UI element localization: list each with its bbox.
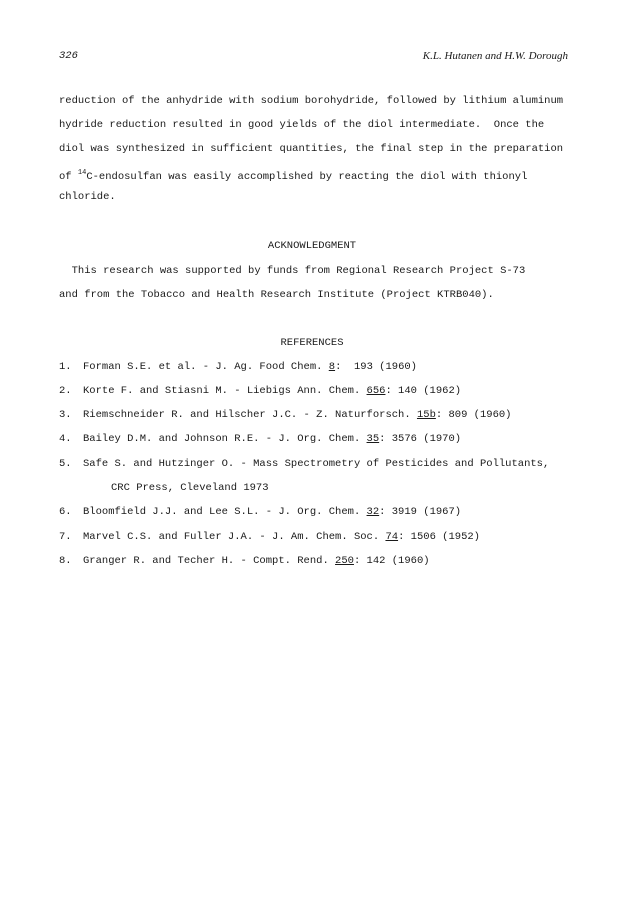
body-line: chloride. — [59, 191, 116, 203]
reference-volume: 250 — [335, 555, 354, 567]
body-line: hydride reduction resulted in good yields of the diol intermediate. Once the — [59, 119, 545, 131]
reference-text: : 142 (1960) — [353, 555, 430, 567]
reference-item — [59, 457, 549, 471]
reference-number: 3. — [59, 409, 72, 421]
running-head: K.L. Hutanen and H.W. Dorough — [422, 50, 568, 62]
references-heading: REFERENCES — [280, 337, 344, 349]
reference-item — [59, 432, 461, 446]
body-line: diol was synthesized in sufficient quantities, the final step in the preparation — [59, 143, 564, 155]
page-number: 326 — [59, 50, 78, 62]
reference-text: Marvel C.S. and Fuller J.A. - J. Am. Chem. Soc. — [83, 531, 386, 543]
reference-text: Riemschneider R. and Hilscher J.C. - Z. Naturforsch. — [83, 409, 417, 421]
reference-item — [59, 408, 512, 422]
reference-number: 5. — [59, 458, 72, 470]
isotope-superscript: 14 — [77, 169, 87, 177]
reference-number: 1. — [59, 361, 72, 373]
reference-volume: 15b — [416, 409, 436, 421]
reference-item — [59, 530, 480, 544]
reference-number: 8. — [59, 555, 72, 567]
acknowledgment-line: This research was supported by funds from Regional Research Project S-73 — [59, 265, 526, 277]
reference-text: : 140 (1962) — [385, 385, 462, 397]
reference-number: 2. — [59, 385, 72, 397]
reference-text: : 3576 (1970) — [379, 433, 462, 445]
reference-volume: 74 — [385, 531, 399, 543]
reference-number: 6. — [59, 506, 72, 518]
body-line — [59, 166, 527, 184]
reference-text: : 1506 (1952) — [398, 531, 480, 543]
reference-number: 7. — [59, 531, 72, 543]
reference-volume: 8 — [328, 361, 336, 373]
reference-text: Bailey D.M. and Johnson R.E. - J. Org. Chem. — [83, 433, 367, 445]
reference-volume: 656 — [366, 385, 386, 397]
reference-volume: 32 — [366, 506, 380, 518]
reference-text: Granger R. and Techer H. - Compt. Rend. — [83, 555, 336, 567]
reference-text: Safe S. and Hutzinger O. - Mass Spectrometry of Pesticides and Pollutants, — [83, 458, 550, 470]
body-text: C-endosulfan was easily accomplished by reacting the diol with thionyl — [86, 171, 528, 183]
reference-text: Forman S.E. et al. - J. Ag. Food Chem. — [83, 361, 329, 373]
body-text: of — [59, 171, 78, 183]
reference-text: Korte F. and Stiasni M. - Liebigs Ann. Chem. — [83, 385, 367, 397]
reference-item — [59, 554, 430, 568]
reference-item — [59, 360, 417, 374]
reference-number: 4. — [59, 433, 72, 445]
reference-item — [59, 505, 461, 519]
acknowledgment-heading: ACKNOWLEDGMENT — [267, 240, 357, 252]
reference-volume: 35 — [366, 433, 380, 445]
reference-text: : 3919 (1967) — [379, 506, 462, 518]
reference-text: : 809 (1960) — [435, 409, 512, 421]
reference-text: : 193 (1960) — [335, 361, 417, 373]
body-line: reduction of the anhydride with sodium borohydride, followed by lithium aluminum — [59, 95, 564, 107]
page-header — [59, 50, 568, 64]
reference-continuation: CRC Press, Cleveland 1973 — [111, 482, 269, 494]
reference-item — [59, 384, 461, 398]
reference-text: Bloomfield J.J. and Lee S.L. - J. Org. Chem. — [83, 506, 367, 518]
acknowledgment-line: and from the Tobacco and Health Research Institute (Project KTRB040). — [59, 289, 494, 301]
